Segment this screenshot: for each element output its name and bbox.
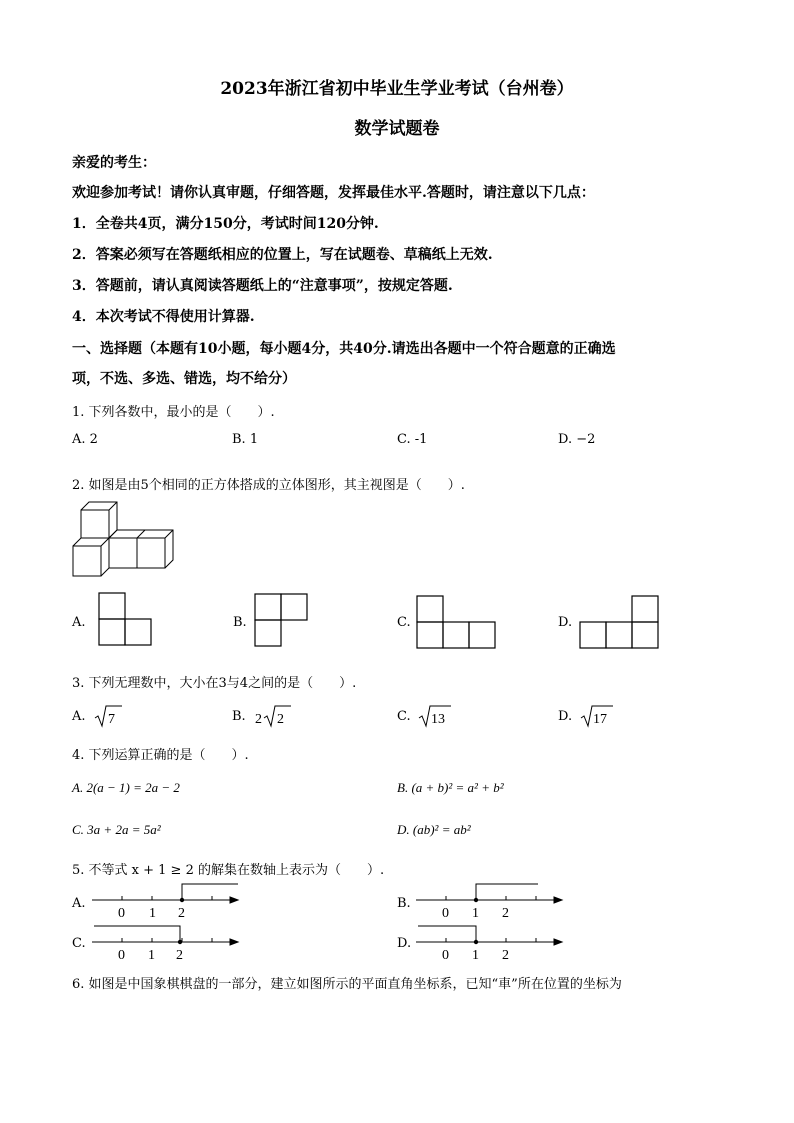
q3-label-c[interactable]: C. bbox=[397, 709, 411, 724]
q5-label-a[interactable]: A. bbox=[72, 896, 86, 911]
q5-option-d-numberline[interactable] bbox=[416, 922, 566, 964]
q3-option-a-sqrt[interactable] bbox=[94, 704, 124, 728]
note-3: 3．答题前，请认真阅读答题纸上的“注意事项”，按规定答题. bbox=[72, 278, 453, 294]
q5-c-tick-0: 0 bbox=[118, 948, 125, 963]
q5-a-tick-2: 2 bbox=[178, 906, 185, 921]
q2-option-d-view[interactable] bbox=[579, 595, 661, 649]
q5-d-tick-0: 0 bbox=[442, 948, 449, 963]
q3-a-radicand: 7 bbox=[108, 712, 115, 727]
q3-b-coefficient: 2 bbox=[255, 712, 262, 727]
q3-c-radicand: 13 bbox=[431, 712, 445, 727]
q3-option-b-sqrt[interactable] bbox=[254, 704, 294, 728]
q2-label-c[interactable]: C. bbox=[397, 615, 411, 630]
q4-stem: 4. 下列运算正确的是（ ）. bbox=[72, 748, 249, 763]
q2-option-a-view[interactable] bbox=[98, 592, 154, 646]
q4-option-b[interactable]: B. (a + b)² = a² + b² bbox=[397, 780, 504, 795]
q5-b-tick-2: 2 bbox=[502, 906, 509, 921]
q4-option-d[interactable]: D. (ab)² = ab² bbox=[397, 822, 471, 837]
q5-option-c-numberline[interactable] bbox=[92, 922, 242, 964]
q3-label-d[interactable]: D. bbox=[558, 709, 573, 724]
q2-label-d[interactable]: D. bbox=[558, 615, 573, 630]
q5-c-tick-1: 1 bbox=[148, 948, 155, 963]
q3-option-d-sqrt[interactable] bbox=[580, 704, 616, 728]
q3-stem: 3. 下列无理数中，大小在3与4之间的是（ ）. bbox=[72, 676, 357, 691]
note-2: 2．答案必须写在答题纸相应的位置上，写在试题卷、草稿纸上无效. bbox=[72, 247, 493, 263]
q5-a-tick-1: 1 bbox=[149, 906, 156, 921]
q1-option-a[interactable]: A. 2 bbox=[72, 432, 98, 447]
exam-title: 2023年浙江省初中毕业生学业考试（台州卷） bbox=[220, 79, 574, 99]
q3-label-a[interactable]: A. bbox=[72, 709, 86, 724]
q5-option-a-numberline[interactable] bbox=[92, 880, 242, 922]
q1-option-c[interactable]: C. -1 bbox=[397, 432, 428, 447]
q5-c-tick-2: 2 bbox=[176, 948, 183, 963]
welcome-text: 欢迎参加考试！请你认真审题，仔细答题，发挥最佳水平.答题时，请注意以下几点： bbox=[72, 185, 595, 201]
q4-option-c[interactable]: C. 3a + 2a = 5a² bbox=[72, 822, 161, 837]
q2-label-a[interactable]: A. bbox=[72, 615, 86, 630]
q5-option-b-numberline[interactable] bbox=[416, 880, 566, 922]
q5-stem: 5. 不等式 x + 1 ≥ 2 的解集在数轴上表示为（ ）. bbox=[72, 863, 385, 878]
note-4: 4．本次考试不得使用计算器. bbox=[72, 309, 255, 325]
q5-a-tick-0: 0 bbox=[118, 906, 125, 921]
section-heading-line2: 项，不选、多选、错选，均不给分） bbox=[72, 371, 296, 387]
q5-d-tick-2: 2 bbox=[502, 948, 509, 963]
greeting: 亲爱的考生： bbox=[72, 155, 156, 171]
q3-b-radicand: 2 bbox=[277, 712, 284, 727]
section-heading-line1: 一、选择题（本题有10小题，每小题4分，共40分.请选出各题中一个符合题意的正确选 bbox=[72, 341, 616, 357]
q5-label-c[interactable]: C. bbox=[72, 936, 86, 951]
note-1: 1．全卷共4页，满分150分，考试时间120分钟. bbox=[72, 216, 379, 232]
q3-label-b[interactable]: B. bbox=[232, 709, 246, 724]
q5-d-tick-1: 1 bbox=[472, 948, 479, 963]
q5-label-b[interactable]: B. bbox=[397, 896, 411, 911]
q3-d-radicand: 17 bbox=[593, 712, 607, 727]
q5-b-tick-0: 0 bbox=[442, 906, 449, 921]
q2-option-b-view[interactable] bbox=[254, 593, 310, 649]
q1-stem: 1. 下列各数中，最小的是（ ）. bbox=[72, 405, 275, 420]
q3-option-c-sqrt[interactable] bbox=[418, 704, 454, 728]
q1-option-d[interactable]: D. −2 bbox=[558, 432, 596, 447]
q2-label-b[interactable]: B. bbox=[233, 615, 247, 630]
q2-cube-figure bbox=[72, 500, 182, 580]
q5-b-tick-1: 1 bbox=[472, 906, 479, 921]
q5-label-d[interactable]: D. bbox=[397, 936, 412, 951]
paper-subtitle: 数学试题卷 bbox=[354, 119, 440, 139]
q6-stem: 6. 如图是中国象棋棋盘的一部分，建立如图所示的平面直角坐标系，已知“車”所在位置的坐标为 bbox=[72, 977, 622, 992]
q2-option-c-view[interactable] bbox=[416, 595, 498, 649]
q4-option-a[interactable]: A. 2(a − 1) = 2a − 2 bbox=[72, 780, 180, 795]
q1-option-b[interactable]: B. 1 bbox=[232, 432, 259, 447]
q2-stem: 2. 如图是由5个相同的正方体搭成的立体图形，其主视图是（ ）. bbox=[72, 478, 465, 493]
